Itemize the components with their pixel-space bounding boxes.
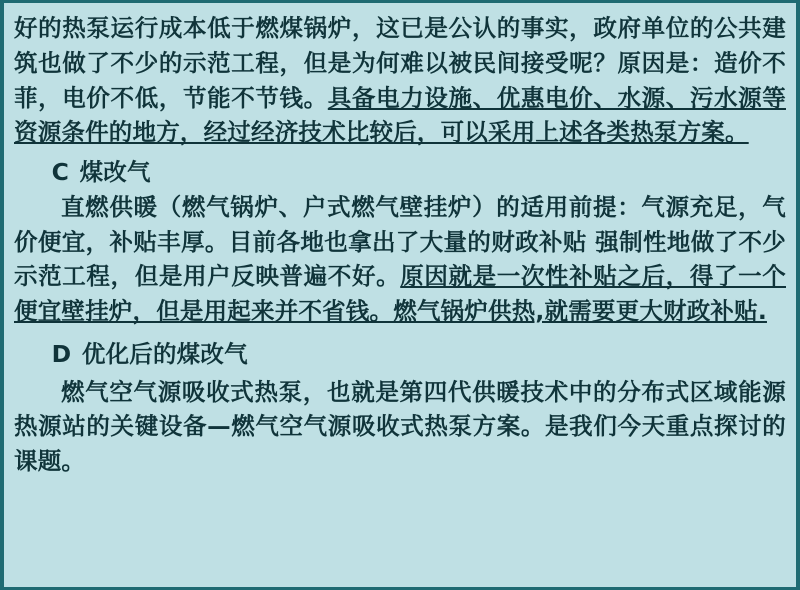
- paragraph-coal-to-gas-underlined: 原因就是一次性补贴之后，得了一个便宜壁挂炉，但是用起来并不省钱。燃气锅炉供热,就需要更大财政补贴.: [14, 262, 786, 326]
- paragraph-heat-pump-plain: 好的热泵运行成本低于燃煤锅炉，这已是公认的事实，政府单位的公共建筑也做了不少的示范工程，但是为何难以被民间接受呢？原因是：造价不菲，电价不低，节能不节钱。: [14, 14, 786, 112]
- slide-right-border: [796, 3, 800, 587]
- heading-d-text: 优化后的煤改气: [81, 339, 248, 368]
- heading-c-label: C: [51, 158, 70, 187]
- paragraph-coal-to-gas-plain: 直燃供暖（燃气锅炉、户式燃气壁挂炉）的适用前提：气源充足，气价便宜，补贴丰厚。目前各地也拿出了大量的财政补贴 强制性地做了不少示范工程，但是用户反映普遍不好。: [14, 192, 786, 291]
- heading-c-text: 煤改气: [79, 158, 151, 187]
- paragraph-heat-pump-underlined: 具备电力设施、优惠电价、水源、污水源等资源条件的地方，经过经济技术比较后，可以采用上述各类热泵方案。: [14, 83, 786, 147]
- paragraph-heat-pump: [14, 11, 786, 150]
- heading-d-label: D: [51, 339, 72, 368]
- paragraph-coal-to-gas: [14, 190, 786, 329]
- heading-d: [14, 337, 786, 372]
- slide-body: [14, 11, 786, 479]
- heading-c: [14, 155, 786, 190]
- paragraph-absorption-heat-pump: 燃气空气源吸收式热泵，也就是第四代供暖技术中的分布式区域能源热源站的关键设备—燃气空气源吸收式热泵方案。是我们今天重点探讨的课题。: [14, 377, 786, 476]
- slide-left-border: [0, 3, 4, 587]
